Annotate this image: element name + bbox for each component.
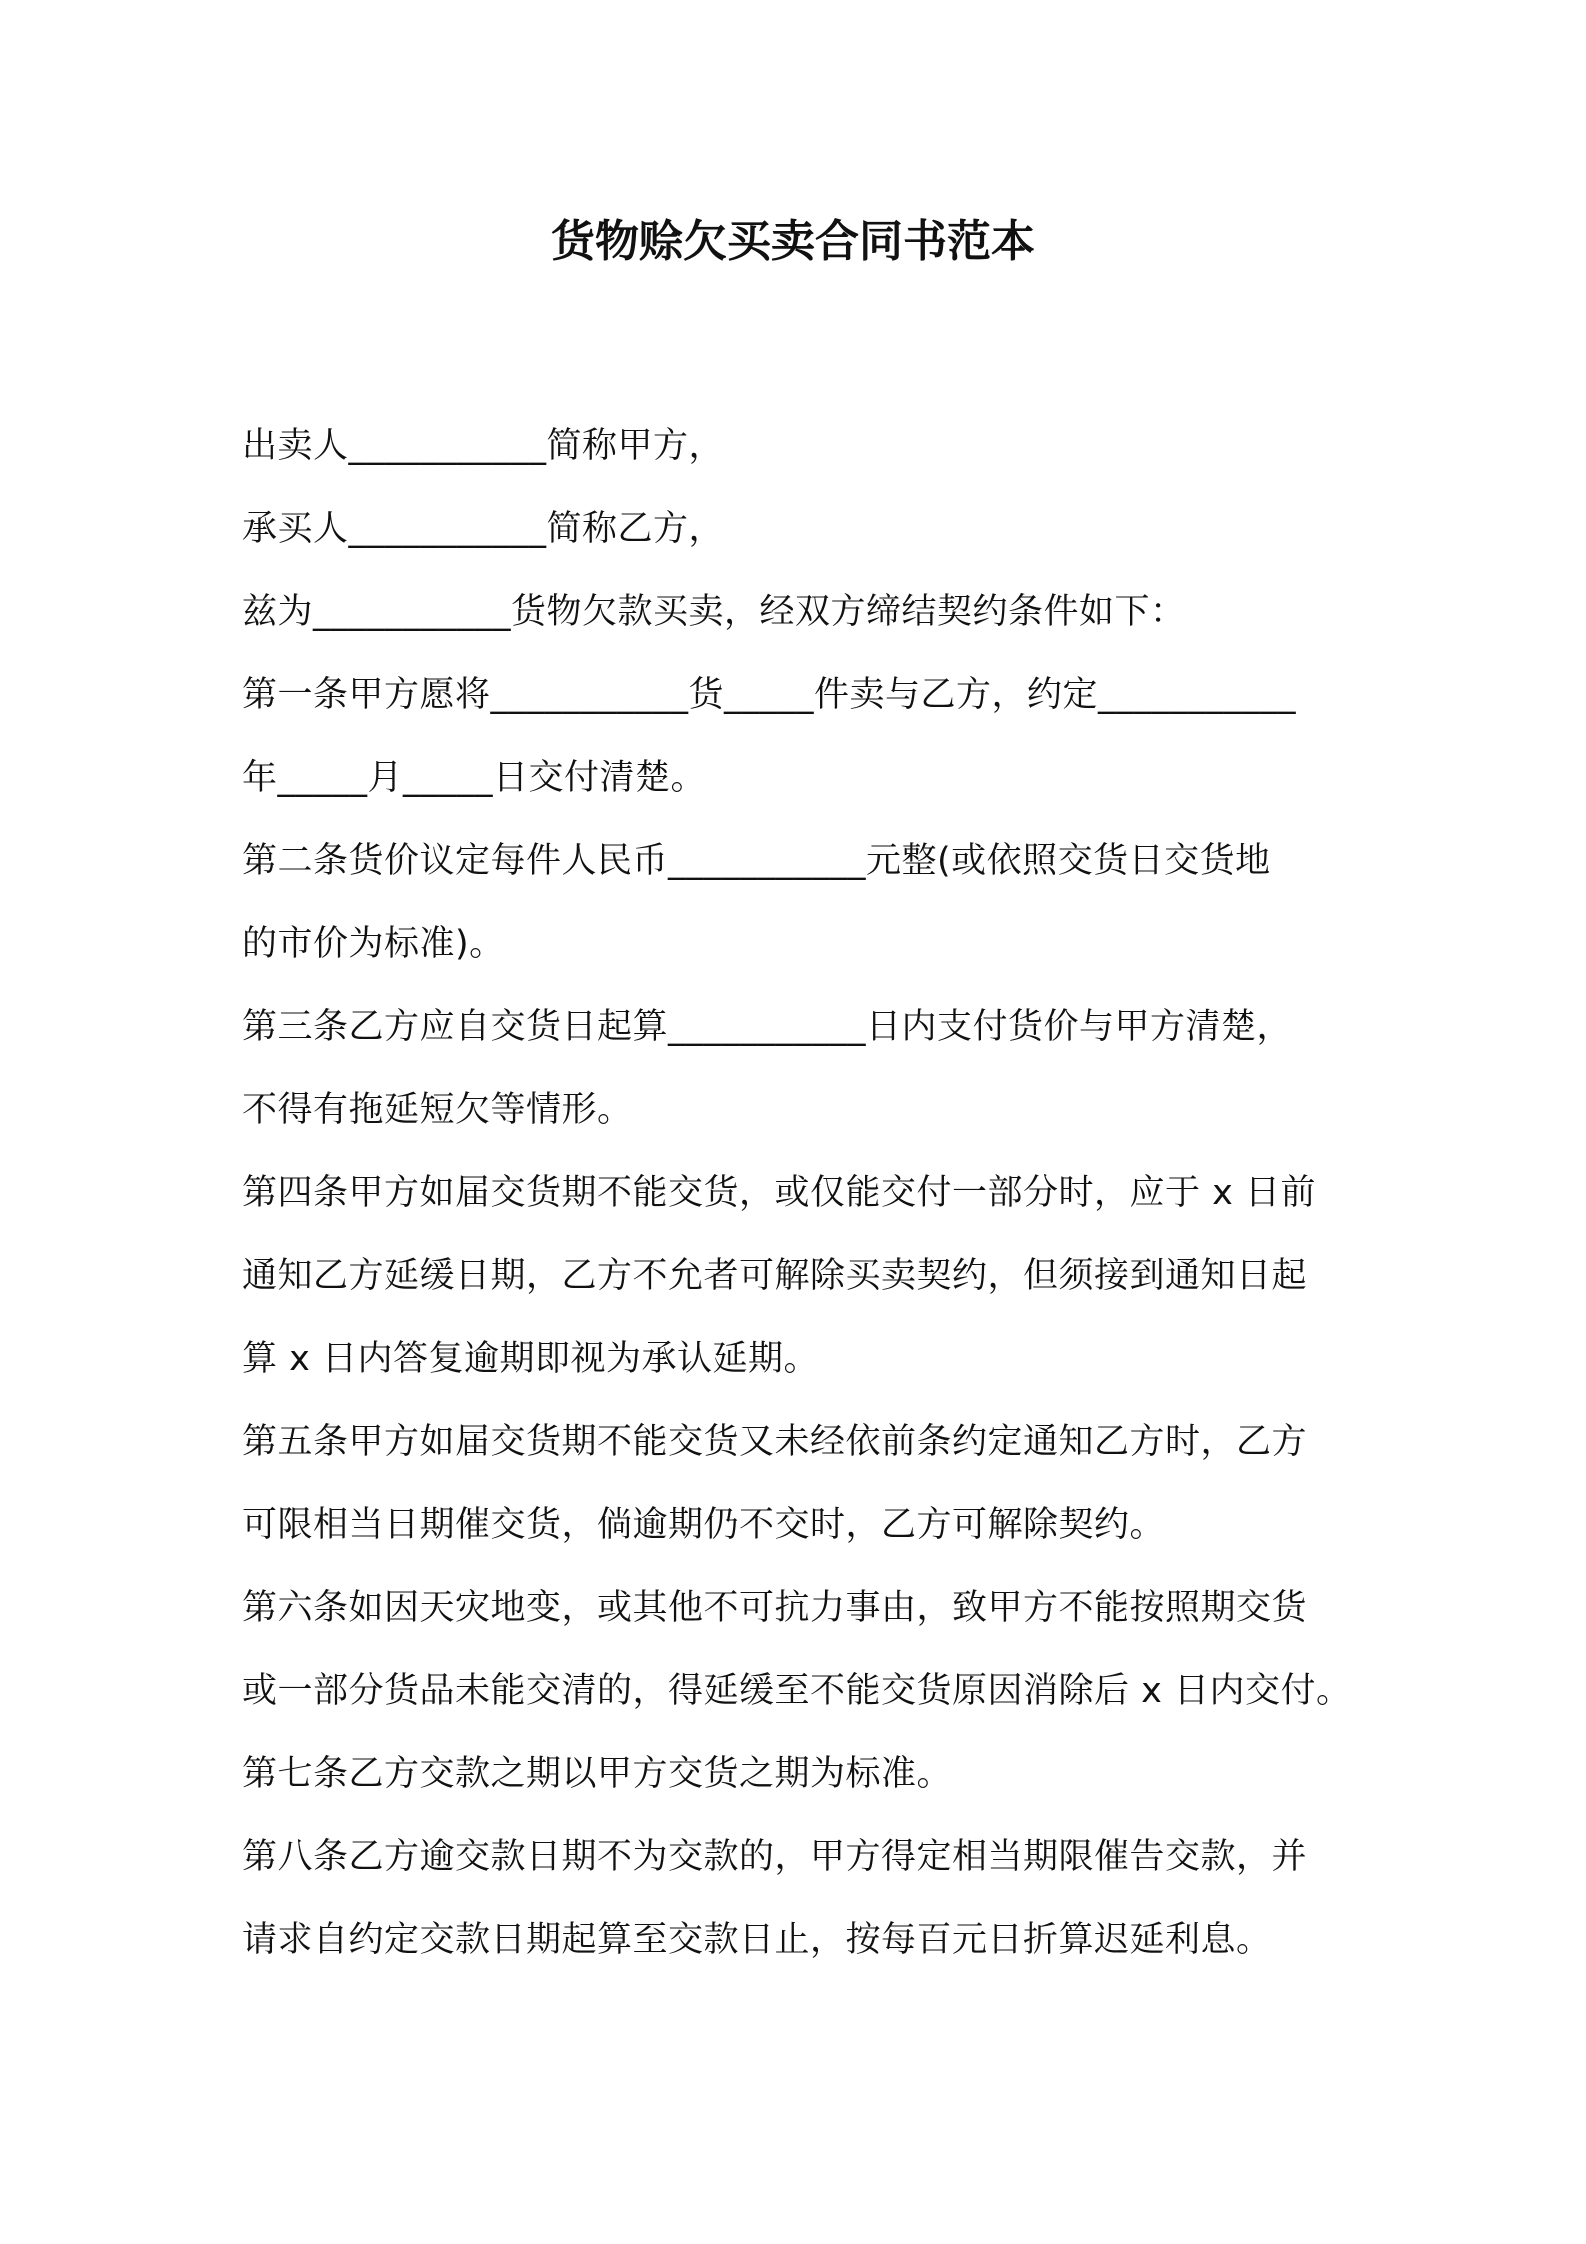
article-7-line-1: 第七条乙方交款之期以甲方交货之期为标准。 <box>242 1754 953 1794</box>
party-buyer-line: 承买人___________简称乙方， <box>242 509 725 549</box>
article-8-line-1: 第八条乙方逾交款日期不为交款的，甲方得定相当期限催告交款，并 <box>242 1837 1308 1877</box>
article-4-line-3: 算 x 日内答复逾期即视为承认延期。 <box>242 1339 819 1379</box>
preamble-line: 兹为___________货物欠款买卖，经双方缔结契约条件如下： <box>242 592 1186 632</box>
article-2-line-1: 第二条货价议定每件人民币___________元整(或依照交货日交货地 <box>242 841 1271 881</box>
article-5-line-2: 可限相当日期催交货，倘逾期仍不交时，乙方可解除契约。 <box>242 1505 1166 1545</box>
article-1-line-2: 年_____月_____日交付清楚。 <box>242 758 707 798</box>
article-3-line-2: 不得有拖延短欠等情形。 <box>242 1090 633 1130</box>
article-4-line-1: 第四条甲方如届交货期不能交货，或仅能交付一部分时，应于 x 日前 <box>242 1173 1316 1213</box>
article-4-line-2: 通知乙方延缓日期，乙方不允者可解除买卖契约，但须接到通知日起 <box>242 1256 1308 1296</box>
article-5-line-1: 第五条甲方如届交货期不能交货又未经依前条约定通知乙方时，乙方 <box>242 1422 1308 1462</box>
article-8-line-2: 请求自约定交款日期起算至交款日止，按每百元日折算迟延利息。 <box>242 1920 1272 1960</box>
article-2-line-2: 的市价为标准)。 <box>242 924 505 964</box>
article-1-line-1: 第一条甲方愿将___________货_____件卖与乙方，约定___________ <box>242 675 1297 715</box>
article-6-line-1: 第六条如因天灾地变，或其他不可抗力事由，致甲方不能按照期交货 <box>242 1588 1308 1628</box>
article-6-line-2: 或一部分货品未能交清的，得延缓至不能交货原因消除后 x 日内交付。 <box>242 1671 1352 1711</box>
document-title: 货物赊欠买卖合同书范本 <box>551 216 1035 267</box>
article-3-line-1: 第三条乙方应自交货日起算___________日内支付货价与甲方清楚， <box>242 1007 1293 1047</box>
party-seller-line: 出卖人___________简称甲方， <box>242 426 725 466</box>
contract-body <box>242 405 1382 1982</box>
